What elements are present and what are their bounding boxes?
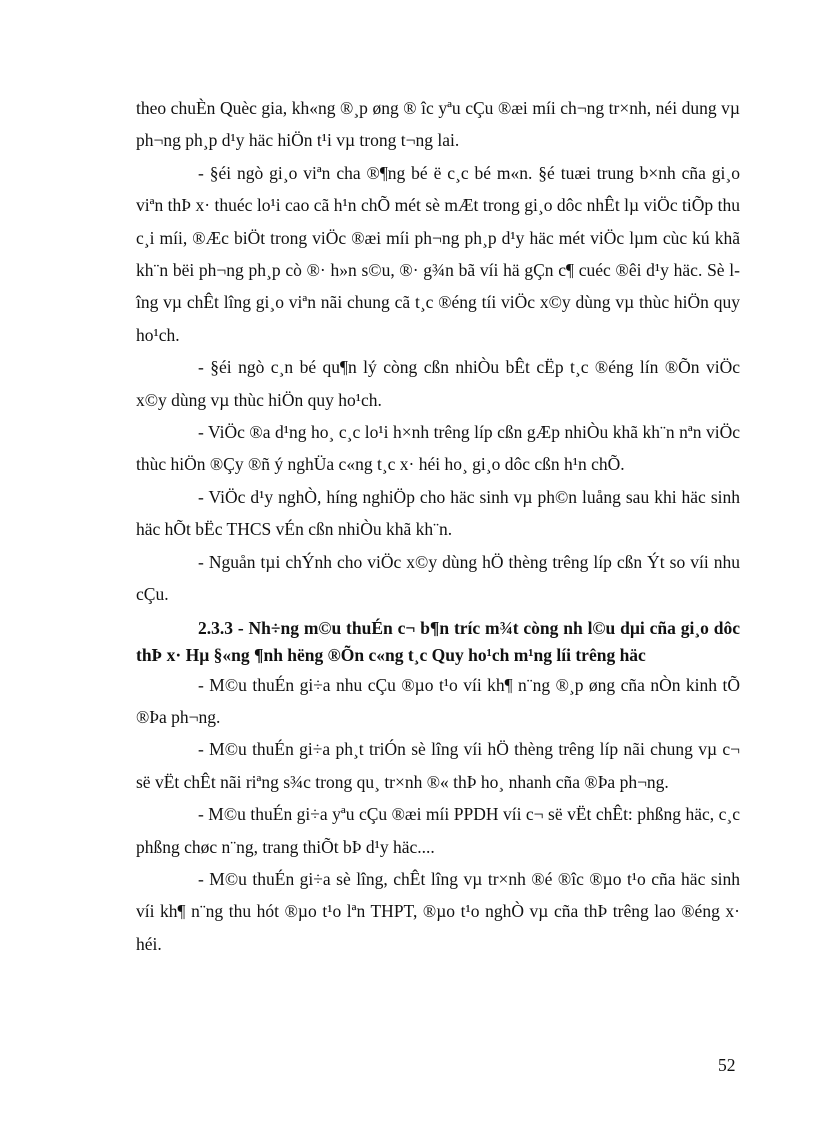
paragraph-managers: - §éi ngò c¸n bé qu¶n lý còng cßn nhiÒu bÊt cËp t¸c ®éng lín ®Õn viÖc x©y dùng vµ thùc hiÖn quy ho¹ch. — [136, 357, 740, 410]
paragraph-continuation: theo chuÈn Quèc gia, kh«ng ®¸p øng ® îc yªu cÇu ®æi míi ch¬ng tr×nh, néi dung vµ ph¬ng ph¸p d¹y häc hiÖn t¹i vµ trong t¬ng lai. — [136, 98, 740, 151]
section-heading: 2.3.3 - Nh÷ng m©u thuÉn c¬ b¶n tríc m¾t còng nh l©u dµi cña gi¸o dôc thÞ x· Hµ §«ng ¶nh hëng ®Õn c«ng t¸c Quy ho¹ch m¹ng líi trêng häc — [136, 617, 740, 665]
paragraph-vocational: - ViÖc d¹y nghÒ, híng nghiÖp cho häc sinh vµ ph©n luång sau khi häc sinh häc hÕt bËc THCS vÉn cßn nhiÒu khã kh¨n. — [136, 486, 740, 540]
paragraph-diversification: - ViÖc ®a d¹ng ho¸ c¸c lo¹i h×nh trêng líp cßn gÆp nhiÒu khã kh¨n nªn viÖc thùc hiÖn ®Çy ®ñ ý nghÜa c«ng t¸c x· héi ho¸ gi¸o dôc cßn h¹n chÕ. — [136, 422, 740, 475]
paragraph-teachers: - §éi ngò gi¸o viªn cha ®¶ng bé ë c¸c bé m«n. §é tuæi trung b×nh cña gi¸o viªn thÞ x· thuéc lo¹i cao cã h¹n chÕ mét sè mÆt trong gi¸o dôc nhÊt lµ viÖc tiÕp thu c¸i míi, ®Æc biÖt trong viÖc ®æi míi ph¬ng ph¸p d¹y häc mét viÖc lµm cùc kú khã kh¨n bëi ph¬ng ph¸p cò ®· h»n s©u, ®· g¾n bã víi hä gÇn c¶ cuéc ®êi d¹y häc. Sè lîng vµ chÊt lîng gi¸o viªn nãi chung cã t¸c ®éng tíi viÖc x©y dùng vµ thùc hiÖn quy ho¹ch. — [136, 162, 740, 345]
paragraph-contradiction-4: - M©u thuÉn gi÷a sè lîng, chÊt lîng vµ tr×nh ®é ®îc ®µo t¹o cña häc sinh víi kh¶ n¨ng thu hót ®µo t¹o lªn THPT, ®µo t¹o nghÒ vµ cña thÞ trêng lao ®éng x· héi. — [136, 868, 740, 954]
page-number: 52 — [718, 1055, 736, 1075]
document-body — [136, 92, 740, 960]
paragraph-contradiction-1: - M©u thuÉn gi÷a nhu cÇu ®µo t¹o víi kh¶ n¨ng ®¸p øng cña nÒn kinh tÕ ®Þa ph¬ng. — [136, 674, 740, 727]
paragraph-contradiction-3: - M©u thuÉn gi÷a yªu cÇu ®æi míi PPDH víi c¬ së vËt chÊt: phßng häc, c¸c phßng chøc n¨ng, trang thiÕt bÞ d¹y häc.... — [136, 804, 740, 857]
paragraph-contradiction-2: - M©u thuÉn gi÷a ph¸t triÓn sè lîng víi hÖ thèng trêng líp nãi chung vµ c¬ së vËt chÊt nãi riªng s¾c trong qu¸ tr×nh ®« thÞ ho¸ nhanh cña ®Þa ph¬ng. — [136, 739, 740, 792]
paragraph-finance: - Nguån tµi chÝnh cho viÖc x©y dùng hÖ thèng trêng líp cßn Ýt so víi nhu cÇu. — [136, 551, 740, 605]
